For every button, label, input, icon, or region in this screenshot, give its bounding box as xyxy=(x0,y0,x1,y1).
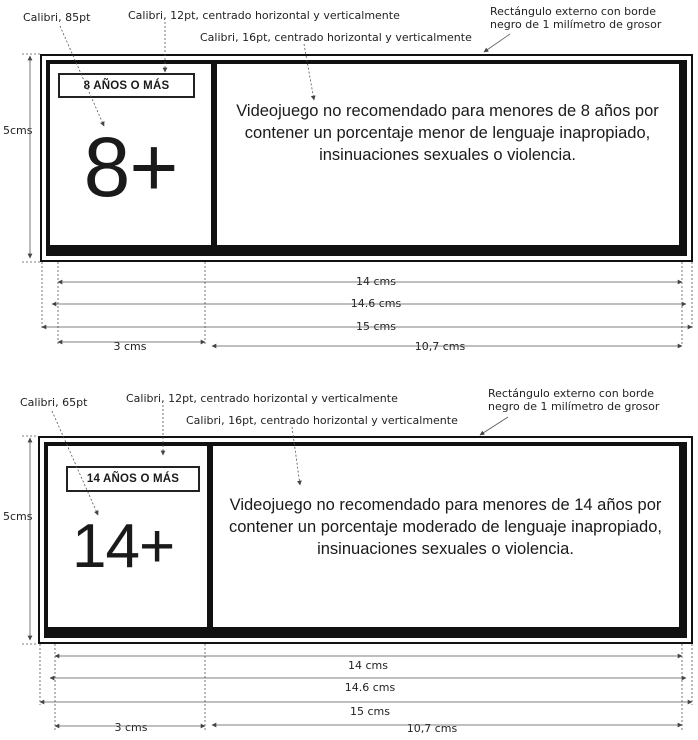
dimension-left-width: 3 cms xyxy=(112,721,151,734)
dimension-frame-width: 14.6 cms xyxy=(348,297,404,310)
age-tag: 8 AÑOS O MÁS xyxy=(58,73,195,98)
dimension-right-width: 10,7 cms xyxy=(412,340,468,353)
annotation-desc-font: Calibri, 16pt, centrado horizontal y verticalmente xyxy=(186,414,458,427)
dimension-outer-width: 15 cms xyxy=(353,320,399,333)
dimension-left-width: 3 cms xyxy=(111,340,150,353)
dimension-height-label: 5cms xyxy=(3,124,33,137)
dimension-outer-width: 15 cms xyxy=(347,705,393,718)
dimension-height-label: 5cms xyxy=(3,510,33,523)
age-panel xyxy=(50,64,217,245)
annotation-outer-rect: Rectángulo externo con borde negro de 1 milímetro de grosor xyxy=(488,387,660,413)
outer-rectangle xyxy=(40,54,693,262)
rating-label-diagram-14 xyxy=(0,385,698,740)
age-tag: 14 AÑOS O MÁS xyxy=(66,466,200,492)
age-number: 8+ xyxy=(83,120,178,214)
dimension-inner-width: 14 cms xyxy=(345,659,391,672)
annotation-tag-font: Calibri, 12pt, centrado horizontal y verticalmente xyxy=(128,9,400,22)
annotation-tag-font: Calibri, 12pt, centrado horizontal y verticalmente xyxy=(126,392,398,405)
annotation-desc-font: Calibri, 16pt, centrado horizontal y verticalmente xyxy=(200,31,472,44)
annotation-age-font: Calibri, 65pt xyxy=(20,396,88,409)
label-frame xyxy=(44,442,687,638)
dimension-inner-width: 14 cms xyxy=(353,275,399,288)
outer-rectangle xyxy=(38,436,693,644)
description-text: Videojuego no recomendado para menores de 8 años por contener un porcentaje menor de lenguaje inapropiado, insinuaciones sexuales o violencia. xyxy=(236,102,659,164)
dimension-right-width: 10,7 cms xyxy=(404,722,460,735)
label-frame xyxy=(46,60,687,256)
age-number: 14+ xyxy=(72,512,175,581)
annotation-outer-rect: Rectángulo externo con borde negro de 1 milímetro de grosor xyxy=(490,5,662,31)
age-panel xyxy=(48,446,213,627)
annotation-age-font: Calibri, 85pt xyxy=(23,11,91,24)
dimension-frame-width: 14.6 cms xyxy=(342,681,398,694)
description-text: Videojuego no recomendado para menores de 14 años por contener un porcentaje moderado de lenguaje inapropiado, insinuaciones sexuales o violencia. xyxy=(229,496,662,558)
